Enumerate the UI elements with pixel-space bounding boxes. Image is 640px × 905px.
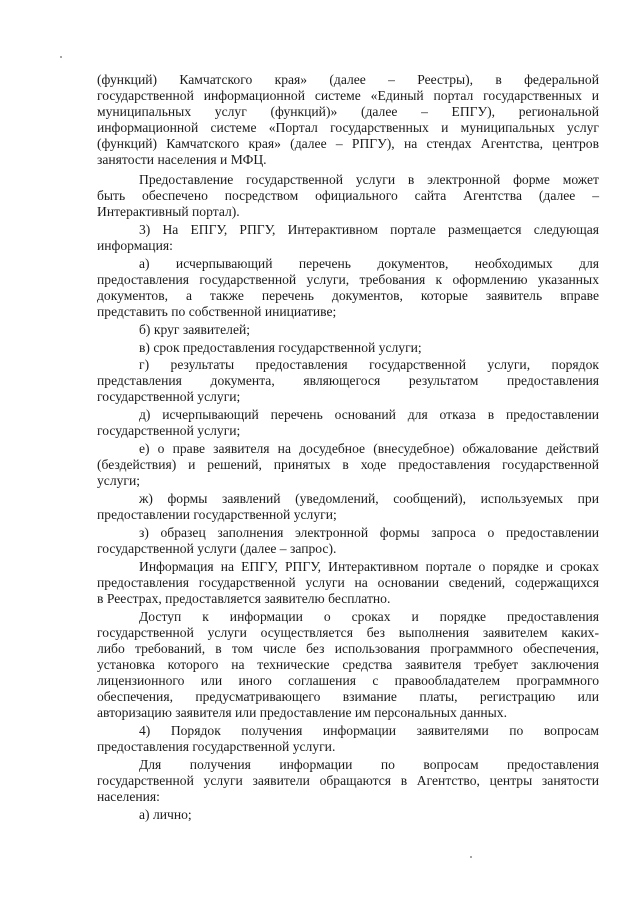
text-line: з) образец заполнения электронной формы запроса о предоставлении	[139, 525, 599, 540]
text-line: предоставления государственной услуги.	[97, 739, 336, 754]
text-line: г) результаты предоставления государственной услуги, порядок	[139, 357, 599, 372]
text-line: населения:	[97, 789, 160, 804]
text-line: е) о праве заявителя на досудебное (внесудебное) обжалование действий	[139, 441, 599, 456]
text-line: государственной услуги;	[97, 423, 241, 438]
text-line: Для получения информации по вопросам предоставления	[139, 757, 599, 772]
text-line: документов, а также перечень документов, которые заявитель вправе	[97, 288, 599, 303]
text-line: (функций) Камчатского края» (далее – Реестры), в федеральной	[97, 72, 599, 87]
text-line: Предоставление государственной услуги в электронной форме может	[139, 172, 599, 187]
text-line: либо требований, в том числе без использования программного обеспечения,	[97, 641, 599, 656]
text-line: представления документа, являющегося результатом предоставления	[97, 373, 599, 388]
text-line: быть обеспечено посредством официального сайта Агентства (далее –	[97, 188, 599, 203]
text-line: в Реестрах, предоставляется заявителю бесплатно.	[97, 591, 391, 606]
text-line: лицензионного или иного соглашения с правообладателем программного	[97, 673, 599, 688]
text-line: услуги;	[97, 473, 141, 488]
scan-speck	[470, 856, 472, 858]
text-line: а) исчерпывающий перечень документов, необходимых для	[139, 256, 599, 271]
text-line: авторизацию заявителя или предоставление им персональных данных.	[97, 705, 507, 720]
text-line: в) срок предоставления государственной услуги;	[139, 340, 422, 355]
text-line: занятости населения и МФЦ.	[97, 152, 267, 167]
text-line: установка которого на технические средства заявителя требует заключения	[97, 657, 599, 672]
text-line: представить по собственной инициативе;	[97, 304, 337, 319]
text-line: д) исчерпывающий перечень оснований для отказа в предоставлении	[139, 407, 599, 422]
text-line: информационной системе «Портал государственных и муниципальных услуг	[97, 120, 599, 135]
text-line: государственной услуги заявители обращаются в Агентство, центры занятости	[97, 773, 599, 788]
text-line: 4) Порядок получения информации заявителями по вопросам	[139, 723, 599, 738]
text-line: (функций) Камчатского края» (далее – РПГУ), на стендах Агентства, центров	[97, 136, 599, 151]
text-line: ж) формы заявлений (уведомлений, сообщений), используемых при	[139, 491, 599, 506]
scan-speck	[60, 56, 62, 58]
text-line: государственной услуги;	[97, 389, 241, 404]
text-line: Интерактивный портал).	[97, 204, 240, 219]
text-line: предоставлении государственной услуги;	[97, 507, 337, 522]
text-line: муниципальных услуг (функций)» (далее – ЕПГУ), региональной	[97, 104, 599, 119]
text-line: предоставления государственной услуги, требования к оформлению указанных	[97, 272, 599, 287]
text-line: 3) На ЕПГУ, РПГУ, Интерактивном портале размещается следующая	[139, 222, 599, 237]
text-line: а) лично;	[139, 807, 192, 822]
text-line: Доступ к информации о сроках и порядке предоставления	[139, 609, 599, 624]
text-line: государственной услуги осуществляется без выполнения заявителем каких-	[97, 625, 599, 640]
text-line: Информация на ЕПГУ, РПГУ, Интерактивном портале о порядке и сроках	[139, 559, 599, 574]
text-line: б) круг заявителей;	[139, 322, 251, 337]
text-line: информация:	[97, 238, 173, 253]
text-line: предоставления государственной услуги на основании сведений, содержащихся	[97, 575, 599, 590]
text-line: государственной услуги (далее – запрос).	[97, 541, 337, 556]
text-line: государственной информационной системе «Единый портал государственных и	[97, 88, 599, 103]
text-line: (бездействия) и решений, принятых в ходе предоставления государственной	[97, 457, 599, 472]
text-line: обеспечения, предусматривающего взимание платы, регистрацию или	[97, 689, 599, 704]
